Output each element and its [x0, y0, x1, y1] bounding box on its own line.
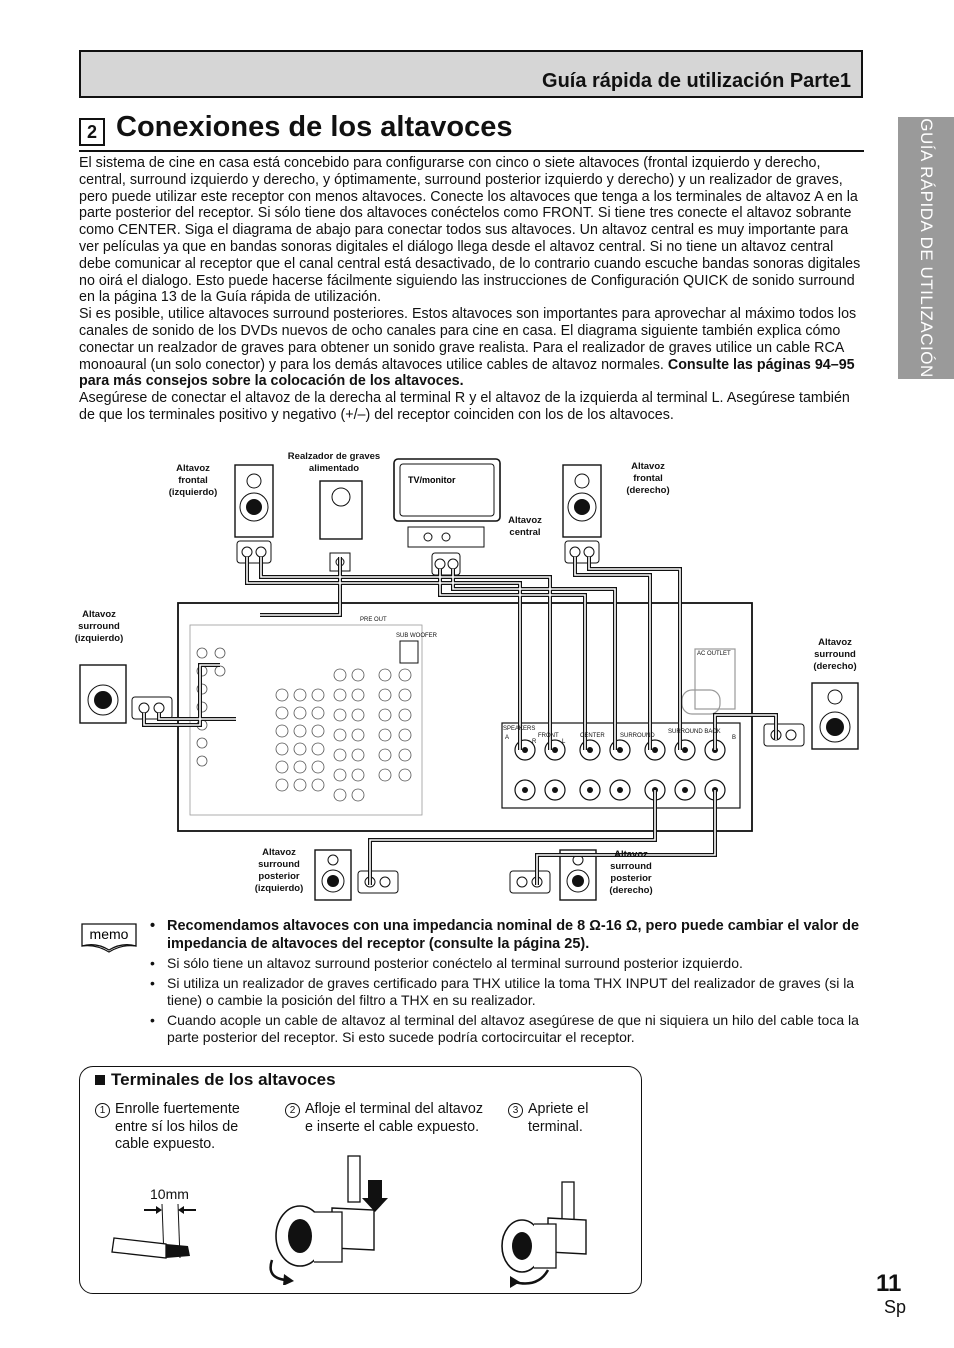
label-center: Altavoz central [508, 515, 542, 538]
memo-item: • Recomendamos altavoces con una impedancia nominal de 8 Ω-16 Ω, pero puede cambiar el valor de impedancia de altavoces del receptor (consulte la página 25). [150, 918, 865, 953]
speaker-wiring-diagram [60, 445, 880, 905]
intro-paragraph-3: Asegúrese de conectar el altavoz de la derecha al terminal R y el altavoz de la izquierda al terminal L. Asegúrese también de que los terminales positivo y negativo (+/–) del receptor coinciden con los de los altavoces. [79, 390, 850, 423]
loosen-terminal-illustration [262, 1150, 402, 1285]
label-surround-back-left: Altavoz surround posterior (izquierdo) [254, 847, 304, 894]
panel-front-label: FRONT [538, 733, 559, 739]
panel-a-label: A [505, 735, 510, 741]
panel-ac-outlet-label: AC OUTLET [697, 651, 731, 657]
terminal-step-3 [508, 1101, 618, 1161]
front-right-speaker [563, 465, 601, 563]
panel-r-label: R [532, 739, 537, 745]
memo-icon [80, 920, 138, 954]
label-surround-back-right: Altavoz surround posterior (derecho) [609, 849, 653, 896]
header-band [79, 50, 863, 98]
header-title: Guía rápida de utilización Parte1 [542, 70, 851, 92]
panel-center-label: CENTER [580, 733, 605, 739]
panel-surround-label: SURROUND [620, 733, 655, 739]
surround-back-left-speaker [315, 850, 398, 900]
surround-right-speaker [764, 683, 858, 749]
section-number: 2 [79, 118, 105, 146]
memo-item: • Cuando acople un cable de altavoz al terminal del altavoz asegúrese de que ni siquiera un hilo del cable toca la parte posterior del receptor. Si esto sucede podría cortocircuitar el receptor. [150, 1012, 865, 1047]
step-text: Apriete el terminal. [528, 1101, 589, 1135]
label-subwoofer: Realzador de graves alimentado [287, 451, 381, 474]
panel-speakers-label: SPEAKERS [503, 726, 536, 732]
label-surround-left: Altavoz surround (izquierdo) [74, 609, 124, 644]
intro-paragraph-2-bold: Consulte las páginas 94–95 para más consejos sobre la colocación de los altavoces. [79, 356, 855, 390]
label-front-left: Altavoz frontal (izquierdo) [168, 463, 218, 498]
terminals-title [95, 1070, 336, 1090]
surround-back-right-speaker [510, 850, 596, 900]
side-tab [898, 117, 954, 379]
step-text: Afloje el terminal del altavoz e inserte el cable expuesto. [305, 1101, 484, 1135]
memo-notes [150, 918, 865, 1049]
square-bullet-icon [95, 1075, 105, 1085]
section-divider [79, 150, 864, 152]
intro-text [79, 155, 865, 424]
page-language: Sp [884, 1297, 907, 1317]
intro-paragraph-1: El sistema de cine en casa está concebido para configurarse con cinco o siete altavoces (frontal izquierdo y derecho, central, surround izquierdo y derecho, y óptimamente, surround posterior izquierdo y derecho) y un realizador de graves, pero puede utilizar este receptor con menos altavoces. Conecte los altavoces que tenga a los terminales de altavoz A en la parte posterior del receptor. Si sólo tiene dos altavoces conéctelos como FRONT. Si tiene tres conecte el altavoz sobrante como CENTER. Siga el diagrama de abajo para conectar todos sus altavoces. Un altavoz central es muy importante para ver películas ya que en bandas sonoras digitales el diálogo llega desde el altavoz central. Si no tiene un altavoz central debe comunicar al receptor que el canal central está desactivado, de lo contrario cuando escuche bandas sonoras digitales no oirá el dialogo. Esto puede hacerse fácilmente siguiendo las instrucciones de Configuración QUICK de sonido surround en la página 13 de la Guía rápida de utilización. [79, 155, 861, 306]
step-text: Enrolle fuertemente entre sí los hilos de cable expuesto. [115, 1101, 240, 1152]
wiring-diagram-svg [60, 445, 880, 905]
label-front-right: Altavoz frontal (derecho) [626, 461, 670, 496]
measure-label: 10mm [150, 1186, 189, 1202]
front-left-speaker [235, 465, 273, 563]
step-number: 3 [508, 1103, 523, 1118]
section-title: Conexiones de los altavoces [116, 111, 513, 143]
panel-pre-out-label: PRE OUT [360, 617, 387, 623]
panel-b-label: B [732, 735, 737, 741]
terminal-step-1 [95, 1101, 265, 1161]
tighten-terminal-illustration [498, 1178, 598, 1288]
tv-monitor-label: TV/monitor [408, 475, 456, 485]
intro-paragraph-2 [79, 306, 865, 390]
terminals-title-text: Terminales de los altavoces [111, 1070, 336, 1089]
panel-surround-back-label: SURROUND BACK [668, 729, 721, 735]
memo-icon-label: memo [89, 926, 129, 942]
step-number: 1 [95, 1103, 110, 1118]
intro-paragraph-2-text: Si es posible, utilice altavoces surround posteriores. Estos altavoces son importantes para aprovechar al máximo todos los canales de sonido de los DVDs nuevos de ocho canales para cine en casa. El diagrama siguiente también explica cómo conectar un realzador de graves para obtener un sonido grave realista. Para el realizador de graves utilice un cable RCA monoaural (un solo conector) y para los demás altavoces utilice cables de altavoz normales. [79, 306, 857, 373]
memo-item: • Si sólo tiene un altavoz surround posterior conéctelo al terminal surround posterior izquierdo. [150, 955, 865, 973]
page-number: 11 [876, 1270, 902, 1297]
panel-l-label: L [562, 739, 566, 745]
twisted-wire-illustration [100, 1200, 220, 1270]
label-surround-right: Altavoz surround (derecho) [813, 637, 857, 672]
memo-item: • Si utiliza un realizador de graves certificado para THX utilice la toma THX INPUT del realizador de graves (si la tiene) o cambie la posición del filtro a THX en su realizador. [150, 975, 865, 1010]
receiver-rear-panel [178, 603, 752, 831]
side-tab-label: GUÍA RÁPIDA DE UTILIZACIÓN [917, 118, 936, 378]
panel-sub-woofer-label: SUB WOOFER [396, 633, 438, 639]
step-number: 2 [285, 1103, 300, 1118]
